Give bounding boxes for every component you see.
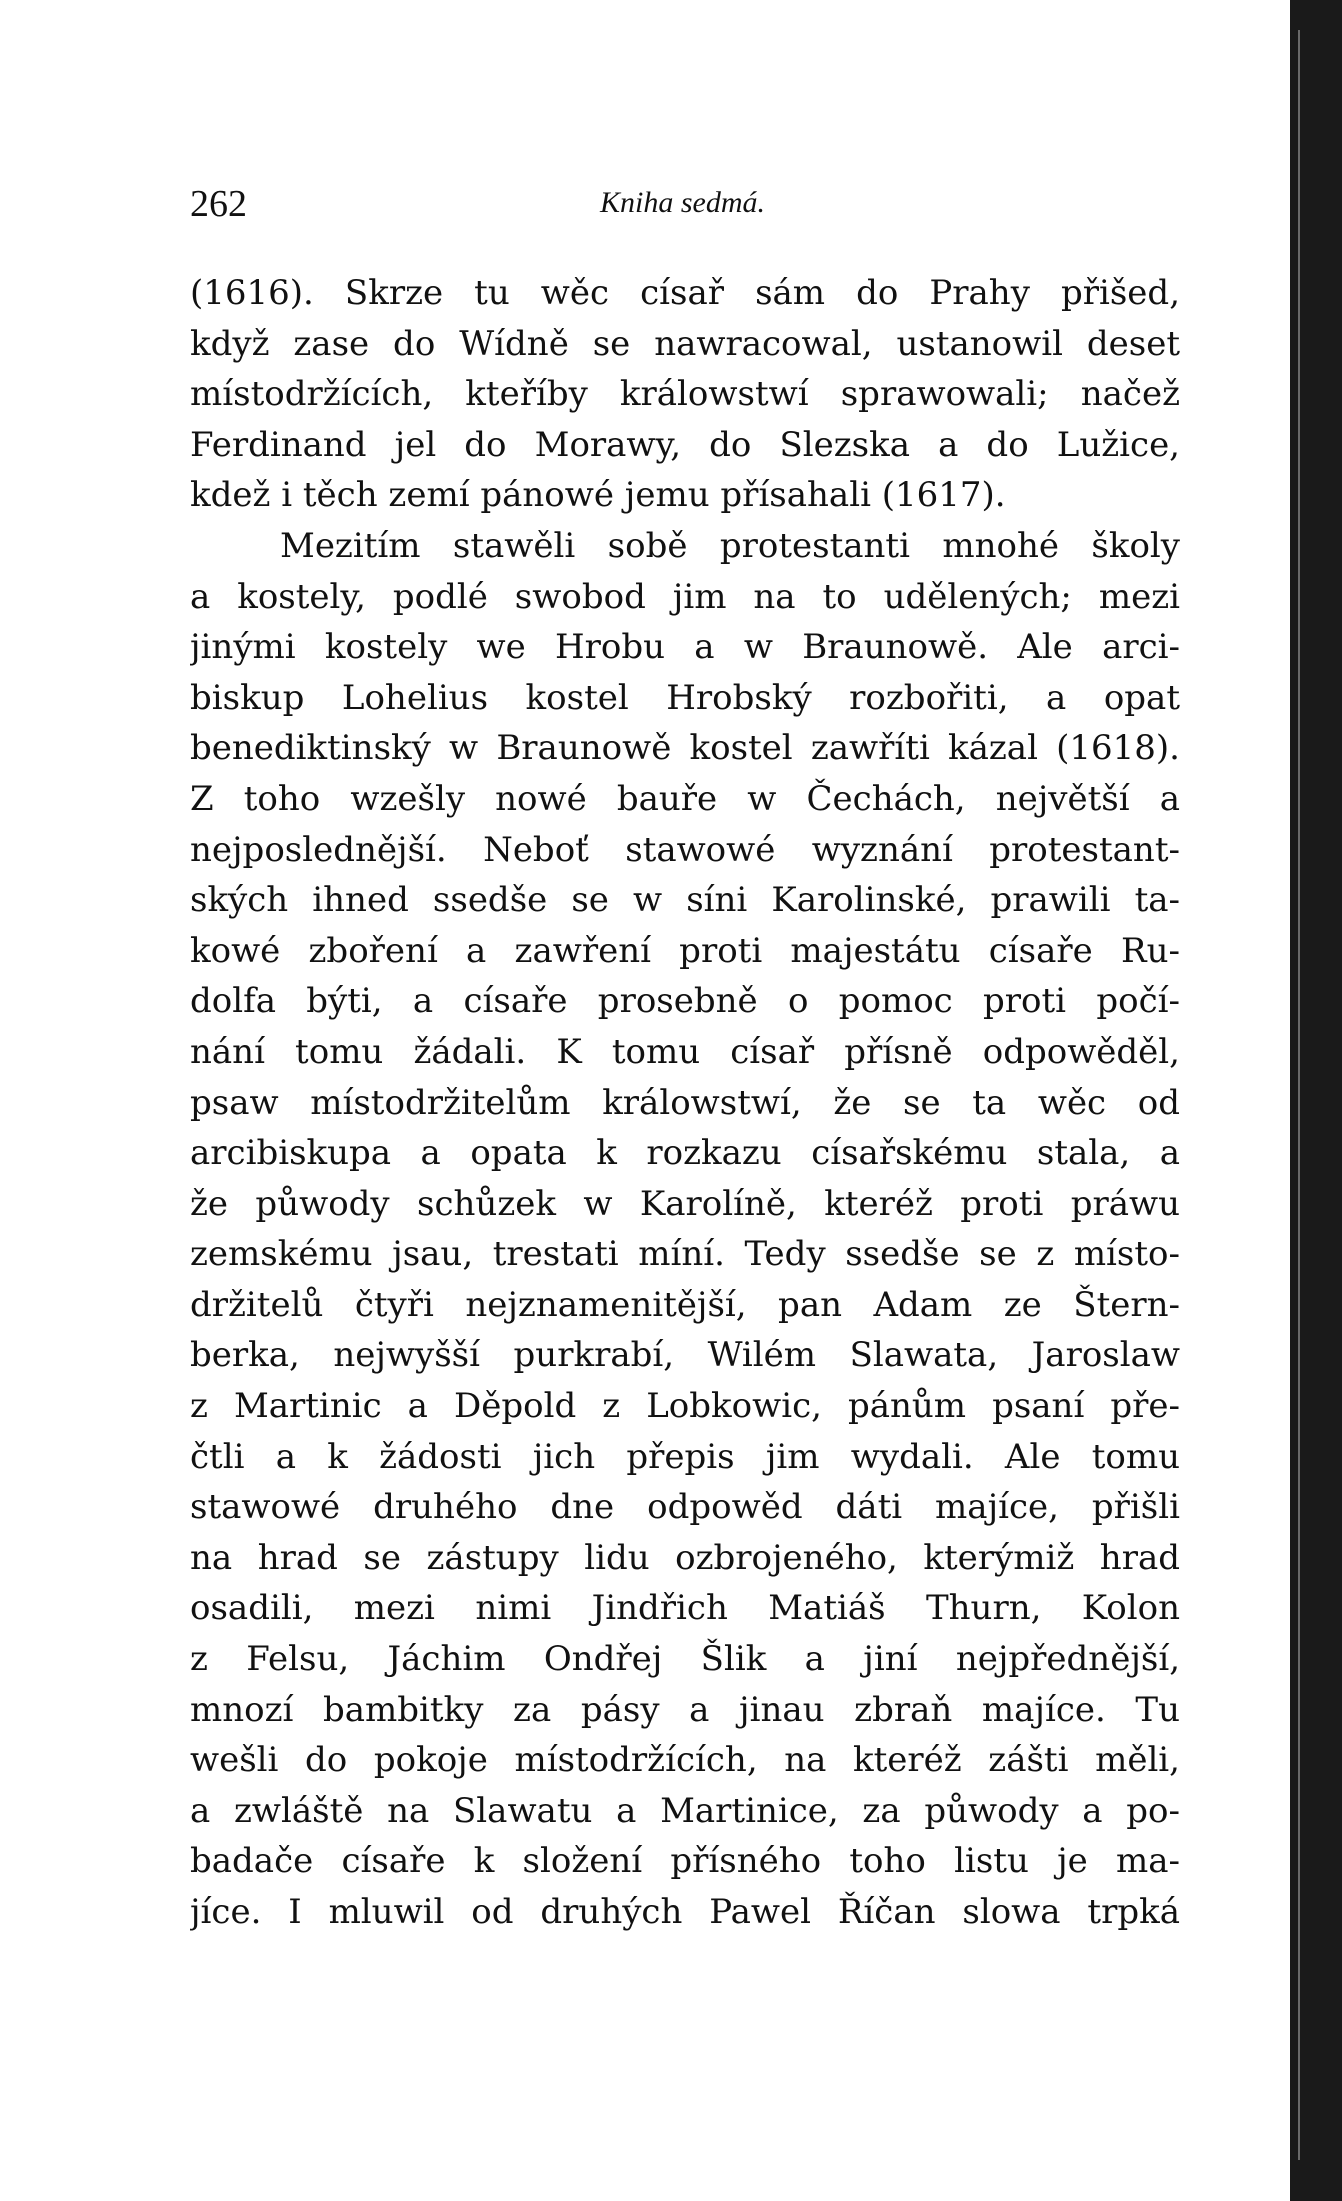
text-line: mnozí bambitky za pásy a jinau zbraň majíce. Tu [190, 1689, 1180, 1730]
text-line: nání tomu žádali. K tomu císař přísně odpowěděl, [190, 1031, 1180, 1072]
page-header [190, 182, 1180, 242]
text-line: a zwláště na Slawatu a Martinice, za půwody a po- [190, 1790, 1180, 1831]
page-number: 262 [190, 183, 247, 225]
text-line: držitelů čtyři nejznamenitější, pan Adam ze Štern- [190, 1284, 1180, 1325]
text-line: berka, nejwyšší purkrabí, Wilém Slawata, Jaroslaw [190, 1335, 1180, 1376]
text-line: psaw místodržitelům králowstwí, že se ta wěc od [190, 1082, 1180, 1123]
text-line: místodržících, kteříby králowstwí sprawowali; načež [190, 374, 1180, 415]
body-text [190, 268, 1180, 1938]
text-line: když zase do Wídně se nawracowal, ustanowil deset [190, 323, 1180, 364]
text-line: na hrad se zástupy lidu ozbrojeného, kterýmiž hrad [190, 1537, 1180, 1578]
text-line: ských ihned ssedše se w síni Karolinské, prawili ta- [190, 880, 1180, 921]
text-line: z Felsu, Jáchim Ondřej Šlik a jiní nejpřednější, [190, 1639, 1180, 1680]
text-line: badače císaře k složení přísného toho listu je ma- [190, 1841, 1180, 1882]
text-line: stawowé druhého dne odpowěd dáti majíce, přišli [190, 1487, 1180, 1528]
text-line: Mezitím stawěli sobě protestanti mnohé školy [280, 525, 1180, 566]
text-line: jíce. I mluwil od druhých Pawel Říčan slowa trpká [190, 1892, 1180, 1932]
text-line: osadili, mezi nimi Jindřich Matiáš Thurn, Kolon [190, 1588, 1180, 1629]
text-line: Ferdinand jel do Morawy, do Slezska a do Lužice, [190, 424, 1180, 465]
text-line: zemskému jsau, trestati míní. Tedy ssedše se z místo- [190, 1234, 1180, 1275]
text-line: dolfa býti, a císaře prosebně o pomoc proti počí- [190, 981, 1180, 1022]
text-line: nejposlednější. Neboť stawowé wyznání protestant- [190, 829, 1180, 870]
running-head: Kniha sedmá. [600, 186, 765, 219]
page-edge [1290, 0, 1342, 2201]
text-line: biskup Lohelius kostel Hrobský rozbořiti, a opat [190, 677, 1180, 718]
text-line: čtli a k žádosti jich přepis jim wydali. Ale tomu [190, 1436, 1180, 1477]
text-line: jinými kostely we Hrobu a w Braunowě. Ale arci- [190, 627, 1180, 668]
text-line: wešli do pokoje místodržících, na kteréž zášti měli, [190, 1740, 1180, 1781]
text-line: Z toho wzešly nowé bauře w Čechách, největší a [190, 778, 1180, 819]
text-line: (1616). Skrze tu wěc císař sám do Prahy přišed, [190, 273, 1180, 313]
text-line: z Martinic a Děpold z Lobkowic, pánům psaní pře- [190, 1386, 1180, 1427]
text-line: benediktinský w Braunowě kostel zawříti kázal (1618). [190, 728, 1180, 769]
text-line: kdež i těch zemí pánowé jemu přísahali (1617). [190, 475, 1006, 516]
text-line: a kostely, podlé swobod jim na to udělených; mezi [190, 576, 1180, 617]
text-line: kowé zboření a zawření proti majestátu císaře Ru- [190, 930, 1180, 971]
text-line: že půwody schůzek w Karolíně, kteréž proti práwu [190, 1183, 1180, 1224]
text-line: arcibiskupa a opata k rozkazu císařskému stala, a [190, 1133, 1180, 1174]
